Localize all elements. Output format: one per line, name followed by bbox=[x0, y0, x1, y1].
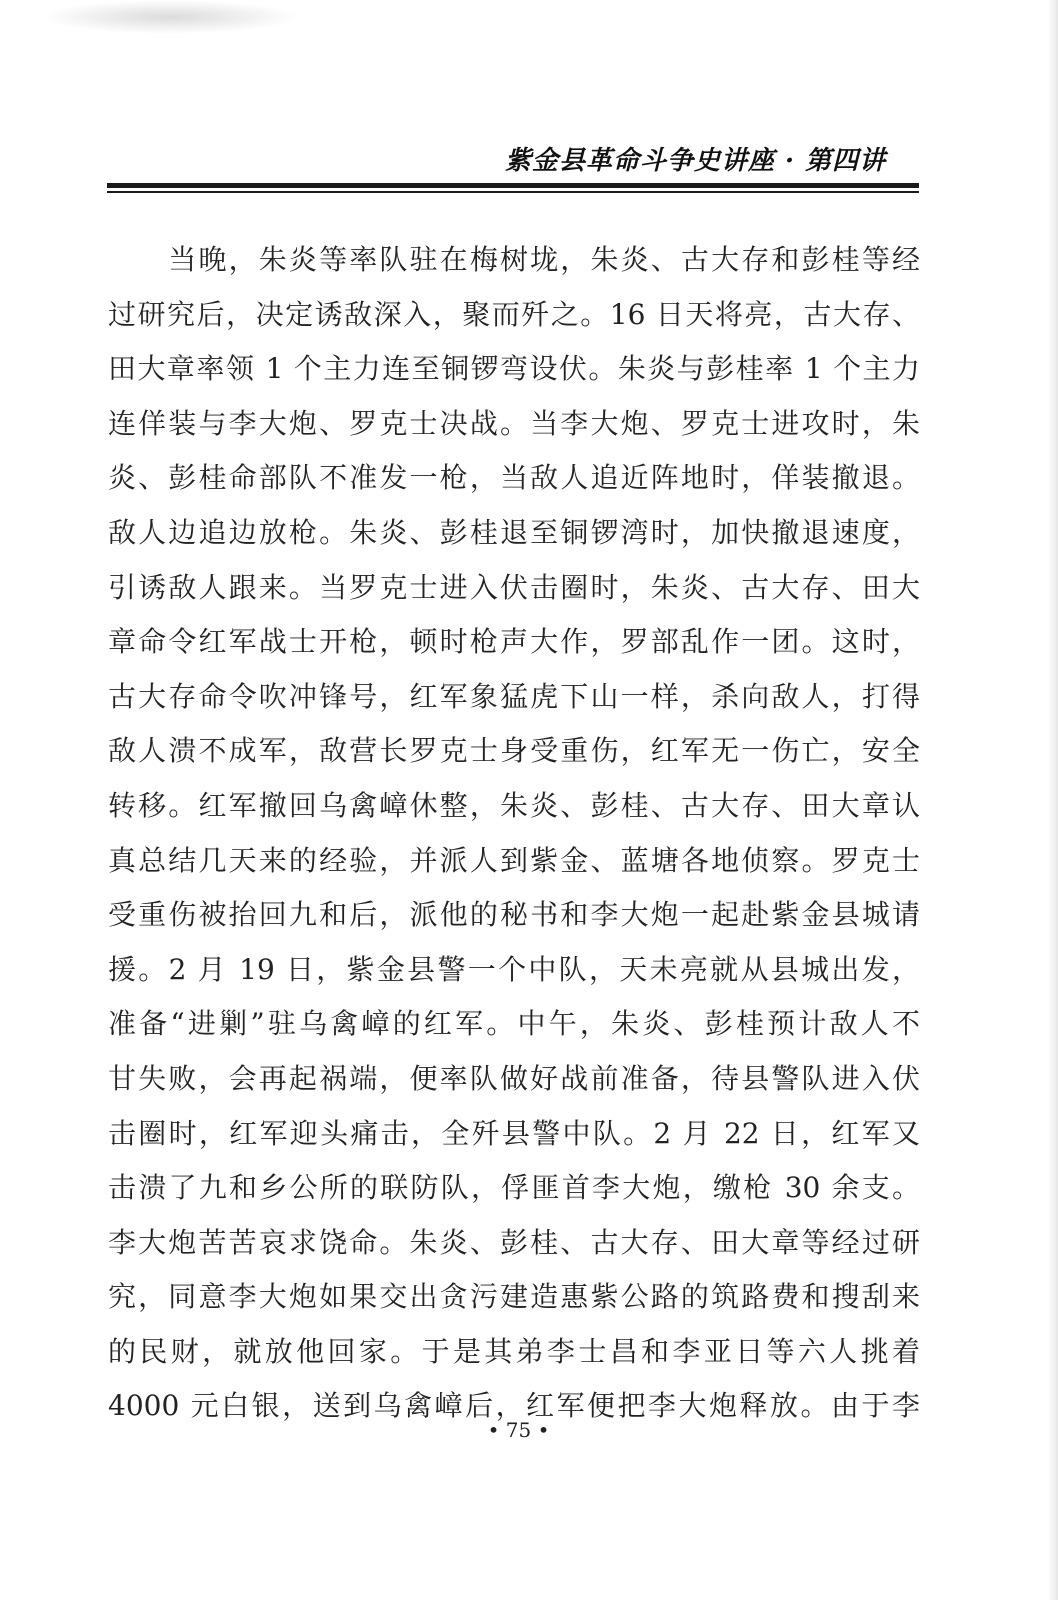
text-line: 转移。红军撤回乌禽嶂休整，朱炎、彭桂、古大存、田大章认 bbox=[108, 788, 920, 822]
header-rule-thin bbox=[107, 191, 919, 193]
text-line: 古大存命令吹冲锋号，红军象猛虎下山一样，杀向敌人，打得 bbox=[108, 679, 920, 713]
text-line: 受重伤被抬回九和后，派他的秘书和李大炮一起赴紫金县城请 bbox=[108, 898, 920, 932]
scan-shadow bbox=[40, 0, 300, 34]
page-edge-shadow bbox=[1048, 0, 1058, 1600]
text-line: 李大炮苦苦哀求饶命。朱炎、彭桂、古大存、田大章等经过研 bbox=[108, 1225, 920, 1259]
text-line: 过研究后，决定诱敌深入，聚而歼之。16 日天将亮，古大存、 bbox=[108, 297, 920, 331]
text-line: 击圈时，红军迎头痛击，全歼县警中队。2 月 22 日，红军又 bbox=[108, 1116, 920, 1150]
text-line: 4000 元白银，送到乌禽嶂后，红军便把李大炮释放。由于李 bbox=[108, 1389, 920, 1423]
body-text bbox=[108, 233, 920, 1434]
text-line: 章命令红军战士开枪，顿时枪声大作，罗部乱作一团。这时， bbox=[108, 625, 920, 659]
text-line: 究，同意李大炮如果交出贪污建造惠紫公路的筑路费和搜刮来 bbox=[108, 1280, 920, 1314]
text-line: 当晚，朱炎等率队驻在梅树垅，朱炎、古大存和彭桂等经 bbox=[108, 243, 920, 276]
text-line: 真总结几天来的经验，并派人到紫金、蓝塘各地侦察。罗克士 bbox=[108, 843, 920, 877]
text-line: 援。2 月 19 日，紫金县警一个中队，天未亮就从县城出发， bbox=[108, 952, 920, 986]
running-header: 紫金县革命斗争史讲座 · 第四讲 bbox=[505, 146, 887, 176]
text-line: 田大章率领 1 个主力连至铜锣弯设伏。朱炎与彭桂率 1 个主力 bbox=[108, 352, 920, 386]
text-line: 的民财，就放他回家。于是其弟李士昌和李亚日等六人挑着 bbox=[108, 1334, 920, 1368]
page-number: • 75 • bbox=[487, 1418, 550, 1442]
text-line: 甘失败，会再起祸端，便率队做好战前准备，待县警队进入伏 bbox=[108, 1061, 920, 1095]
text-line: 敌人溃不成军，敌营长罗克士身受重伤，红军无一伤亡，安全 bbox=[108, 734, 920, 768]
text-line: 击溃了九和乡公所的联防队，俘匪首李大炮，缴枪 30 余支。 bbox=[108, 1171, 920, 1205]
text-line: 敌人边追边放枪。朱炎、彭桂退至铜锣湾时，加快撤退速度， bbox=[108, 515, 920, 549]
text-line: 炎、彭桂命部队不准发一枪，当敌人追近阵地时，佯装撤退。 bbox=[108, 461, 920, 495]
text-line: 准备“进剿”驻乌禽嶂的红军。中午，朱炎、彭桂预计敌人不 bbox=[108, 1007, 920, 1041]
text-line: 连佯装与李大炮、罗克士决战。当李大炮、罗克士进攻时，朱 bbox=[108, 406, 920, 440]
text-line: 引诱敌人跟来。当罗克士进入伏击圈时，朱炎、古大存、田大 bbox=[108, 570, 920, 604]
header-rule-thick bbox=[107, 183, 919, 188]
